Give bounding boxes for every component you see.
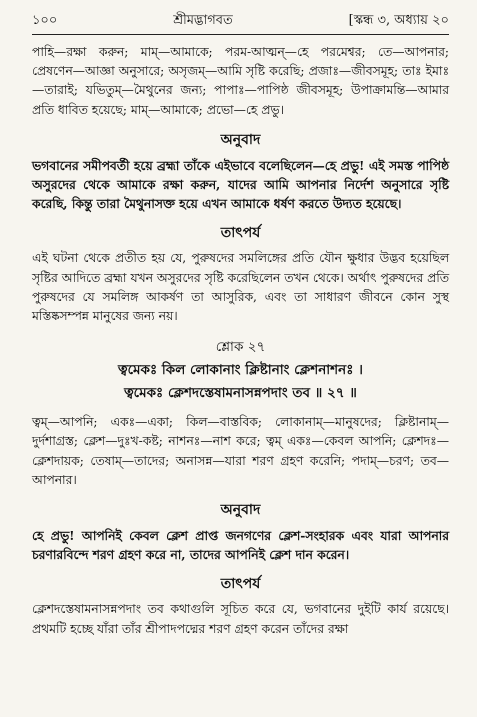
purport-paragraph-1: এই ঘটনা থেকে প্রতীত হয় যে, পুরুষদের সমলিঙ্গের প্রতি যৌন ক্ষুধার উদ্ভব হয়েছিল সৃষ্টির আদিতে ব্রহ্মা যখন অসুরদের সৃষ্টি করেছিলেন তখন থেকে। অর্থাৎ পুরুষদের প্রতি পুরুষদের যে সমলিঙ্গ আকর্ষণ তা আসুরিক, এবং তা সাধারণ জীবনে কোন সুস্থ মস্তিষ্কসম্পন্ন মানুষের জন্য নয়। [32, 251, 449, 324]
verse-line-1: ত্বমেকঃ কিল লোকানাং ক্লিষ্টানাং ক্লেশনাশনঃ । [118, 362, 363, 379]
translation-paragraph-1: ভগবানের সমীপবর্তী হয়ে ব্রহ্মা তাঁকে এইভাবে বলেছিলেন—হে প্রভু! এই সমস্ত পাপিষ্ঠ অসুরদের থেকে আমাকে রক্ষা করুন, যাদের আমি আপনার নির্দেশ অনুসারে সৃষ্টি করেছি, কিন্তু তারা মৈথুনাসক্ত হয়ে এখন আমাকে ধর্ষণ করতে উদ্যত হয়েছে। [32, 157, 449, 212]
verse-label: শ্লোক ২৭ [215, 339, 266, 356]
purport-heading-1: তাৎপর্য [220, 225, 261, 242]
verse-line-2: ত্বমেকঃ ক্লেশদস্তেষামনাসন্নপদাং তব ॥ ২৭ ॥ [124, 385, 357, 402]
page-number: ১০০ [32, 13, 58, 28]
synonyms-paragraph-2: ত্বম্—আপনি; একঃ—একা; কিল—বাস্তবিক; লোকানাম্—মানুষদের; ক্লিষ্টানাম্—দুর্দশাগ্রস্ত; ক্লেশ—দুঃখ-কষ্ট; নাশনঃ—নাশ করে; ত্বম্ একঃ—কেবল আপনি; ক্লেশদঃ—ক্লেশদায়ক; তেষাম্—তাদের; অনাসন্ন—যারা শরণ গ্রহণ করেনি; পদাম্—চরণ; তব—আপনার। [32, 415, 449, 487]
section-label: [স্কন্ধ ৩, অধ্যায় ২০ [348, 13, 449, 28]
synonyms-paragraph-1: পাহি—রক্ষা করুন; মাম্—আমাকে; পরম-আত্মন্—হে পরমেশ্বর; তে—আপনার; প্রেষণেন—আজ্ঞা অনুসারে; অসৃজম্—আমি সৃষ্টি করেছি; প্রজাঃ—জীবসমূহ; তাঃ ইমাঃ—তারাই; যভিতুম্—মৈথুনের জন্য; পাপাঃ—পাপিষ্ঠ জীবসমূহ; উপাক্রামন্তি—আমার প্রতি ধাবিত হয়েছে; মাম্—আমাকে; প্রভো—হে প্রভু। [32, 45, 449, 117]
header-rule [32, 34, 449, 35]
translation-heading-2: অনুবাদ [220, 502, 261, 519]
purport-paragraph-2: ক্লেশদস্তেষামনাসন্নপদাং তব কথাগুলি সূচিত করে যে, ভগবানের দুইটি কার্য রয়েছে। প্রথমটি হচ্ছে যাঁরা তাঁর শ্রীপাদপদ্মের শরণ গ্রহণ করেন তাঁদের রক্ষা [32, 602, 449, 636]
translation-paragraph-2: হে প্রভু! আপনিই কেবল ক্লেশ প্রাপ্ত জনগণের ক্লেশ-সংহারক এবং যারা আপনার চরণারবিন্দে শরণ গ্রহণ করে না, তাদের আপনিই ক্লেশ দান করেন। [32, 528, 449, 563]
page-header [32, 10, 449, 32]
purport-heading-2: তাৎপর্য [220, 576, 261, 593]
book-title: শ্রীমদ্ভাগবত [173, 13, 233, 28]
translation-heading-1: অনুবাদ [220, 131, 261, 148]
